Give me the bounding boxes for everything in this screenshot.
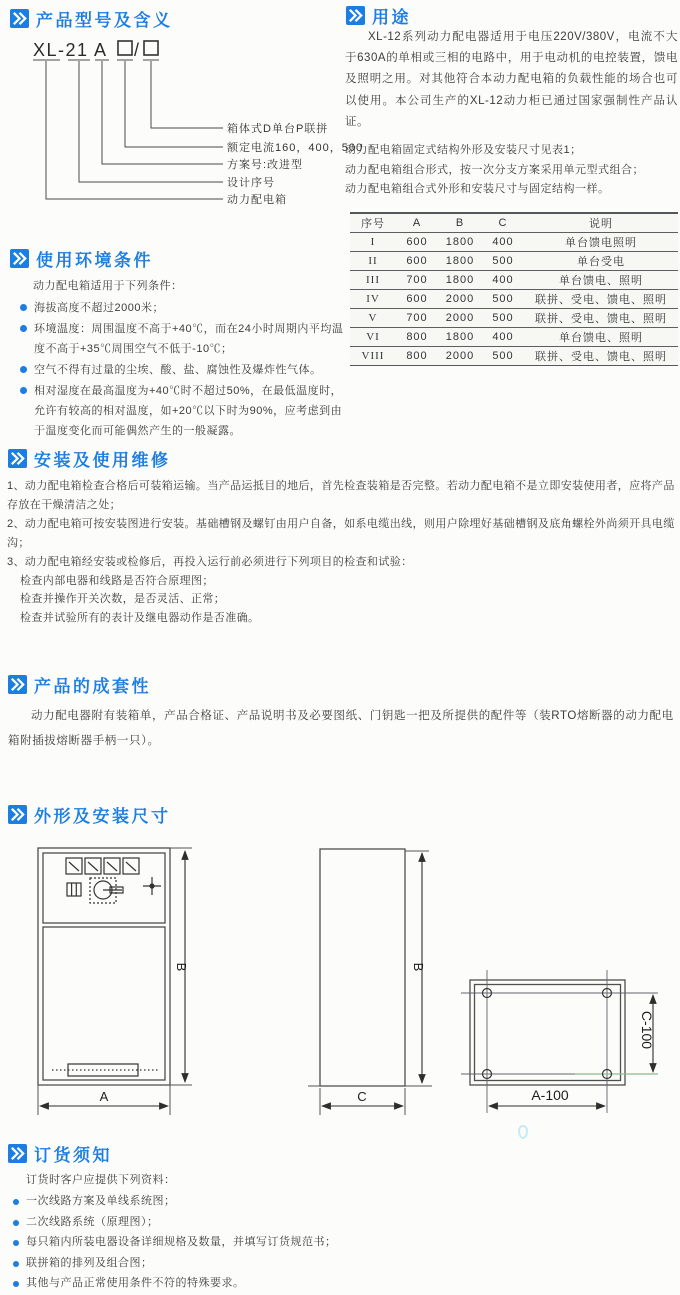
model-label-1: 额定电流160，400，500 — [227, 142, 364, 154]
cabinet-side-view — [308, 849, 432, 1115]
col-header-a: A — [412, 217, 422, 229]
section-header-dimensions — [8, 802, 171, 827]
bullet-icon — [20, 387, 27, 394]
spec-table-header-row — [350, 213, 678, 233]
vent-grid-icon — [67, 883, 81, 896]
section-title-environment: 使用环境条件 — [36, 251, 153, 270]
bullet-icon — [20, 325, 27, 332]
dimension-drawings — [0, 835, 680, 1125]
list-item: 每只箱内所装电器设备详细规格及数量，并填写订货规范书； — [13, 1233, 553, 1253]
side-dim-c-label: C — [357, 1089, 367, 1104]
installation-check-2: 检查并操作开关次数，是否灵活、正常； — [20, 593, 226, 606]
list-item: 二次线路系统（原理图）； — [13, 1213, 553, 1233]
bullet-icon — [13, 1261, 19, 1267]
mounting-plan-view — [461, 970, 658, 1113]
section-marker-icon — [8, 805, 27, 824]
side-dim-b-label: B — [411, 962, 426, 972]
installation-line-3: 3、动力配电箱经安装或检修后，再投入运行前必须进行下列项目的检查和试验： — [7, 555, 413, 568]
section-marker-icon — [346, 6, 365, 25]
list-item: 一次线路方案及单线系统图； — [13, 1192, 553, 1212]
section-marker-icon — [8, 449, 27, 468]
indicator-lamp-icon — [143, 877, 161, 895]
front-dim-a-label: A — [99, 1089, 109, 1104]
switch-icon — [90, 878, 123, 903]
table-row: V 700 2000 500 联拼、受电、馈电、照明 — [350, 309, 678, 328]
mount-dim-a100-label: A-100 — [531, 1087, 569, 1103]
bullet-icon — [13, 1220, 19, 1226]
bullet-icon — [20, 304, 27, 311]
list-item: 空气不得有过量的尘埃、酸、盐、腐蚀性及爆炸性气体。 — [20, 360, 345, 380]
table-row: III 700 1800 400 单台馈电、照明 — [350, 271, 678, 290]
model-box-current — [118, 41, 132, 55]
bullet-icon — [13, 1240, 19, 1246]
bullet-icon — [13, 1281, 19, 1287]
front-dim-b-label: B — [174, 962, 189, 972]
scan-artifact — [518, 1125, 528, 1139]
model-label-0: 箱体式D单台P联拼 — [227, 123, 329, 135]
table-row: IV 600 2000 500 联拼、受电、馈电、照明 — [350, 290, 678, 309]
section-title-usage: 用途 — [372, 8, 411, 27]
usage-note-0: 动力配电箱固定式结构外形及安装尺寸见表1； — [345, 144, 582, 156]
section-title-completeness: 产品的成套性 — [34, 677, 151, 696]
list-item: 海拔高度不超过2000米； — [20, 298, 345, 318]
model-box-type — [144, 41, 158, 55]
table-row: VI 800 1800 400 单台馈电、照明 — [350, 328, 678, 347]
col-header-b: B — [455, 217, 465, 229]
spec-table — [350, 212, 678, 366]
bullet-icon — [13, 1199, 19, 1205]
usage-paragraph: XL-12系列动力配电器适用于电压220V/380V，电流不大于630A的单相或三相的电路中，用于电动机的电控装置，馈电及照明之用。对其他符合本动力配电箱的负载性能的场合也可以使用。本公司生产的XL-12动力柜已通过国家强制性产品认证。 — [345, 31, 678, 128]
meter-icon — [66, 858, 139, 874]
environment-intro: 动力配电箱适用于下列条件： — [33, 280, 183, 292]
section-header-ordering — [8, 1141, 112, 1166]
section-marker-icon — [10, 9, 29, 28]
section-header-completeness — [8, 672, 151, 697]
section-header-usage — [346, 3, 411, 28]
mount-dim-c100-label: C-100 — [639, 1010, 655, 1050]
completeness-paragraph: 动力配电器附有装箱单，产品合格证、产品说明书及必要图纸、门钥匙一把及所提供的配件等（装RTO熔断器的动力配电箱附插拔熔断器手柄一只）。 — [8, 710, 674, 747]
col-header-desc: 说明 — [589, 218, 613, 230]
cable-slot — [52, 1064, 158, 1076]
section-title-dimensions: 外形及安装尺寸 — [34, 807, 171, 826]
installation-check-3: 检查并试验所有的表计及继电器动作是否准确。 — [20, 612, 260, 625]
section-marker-icon — [8, 675, 27, 694]
col-header-c: C — [498, 217, 508, 229]
cabinet-front-view — [38, 848, 192, 1115]
model-slash: / — [134, 40, 141, 60]
list-item: 联拼箱的排列及组合图； — [13, 1254, 553, 1274]
ordering-notes — [13, 1170, 553, 1295]
list-item: 相对湿度在最高温度为+40℃时不超过50%，在最低温度时，允许有较高的相对温度，如+20℃以下时为90%，应考虑到由于温度变化而可能偶然产生的一般凝露。 — [20, 381, 345, 441]
list-item: 环境温度：周围温度不高于+40℃，而在24小时周期内平均温度不高于+35℃周围空气不低于-10℃； — [20, 319, 345, 359]
section-title-model: 产品型号及含义 — [36, 11, 173, 30]
installation-line-2: 2、动力配电箱可按安装图进行安装。基础槽钢及螺钉由用户自备，如系电缆出线，则用户除埋好基础槽钢及底角螺栓外尚须开具电缆沟； — [7, 517, 675, 549]
usage-notes — [345, 141, 680, 200]
usage-note-2: 动力配电箱组合式外形和安装尺寸与固定结构一样。 — [345, 183, 610, 195]
model-label-3: 设计序号 — [227, 177, 275, 189]
col-header-index: 序号 — [361, 218, 385, 230]
section-header-installation — [8, 446, 171, 471]
model-code: XL-21 A — [33, 40, 108, 60]
section-title-installation: 安装及使用维修 — [34, 451, 171, 470]
table-row: VIII 800 2000 500 联拼、受电、馈电、照明 — [350, 347, 678, 366]
model-label-2: 方案号:改进型 — [227, 159, 304, 171]
ordering-intro: 订货时客户应提供下列资料： — [26, 1174, 176, 1186]
list-item: 其他与产品正常使用条件不符的特殊要求。 — [13, 1274, 553, 1294]
environment-conditions — [20, 276, 345, 442]
bullet-icon — [20, 366, 27, 373]
installation-check-1: 检查内部电器和线路是否符合原理图； — [20, 574, 214, 587]
table-row: II 600 1800 500 单台受电 — [350, 252, 678, 271]
model-label-4: 动力配电箱 — [227, 194, 287, 206]
usage-note-1: 动力配电箱组合形式，按一次分支方案采用单元型式组合； — [345, 163, 644, 176]
section-header-environment — [10, 246, 153, 271]
installation-notes — [7, 477, 675, 628]
installation-line-1: 1、动力配电箱检查合格后可装箱运输。当产品运抵目的地后，首先检查装箱是否完整。若动力配电箱不是立即安装使用者，应将产品存放在干燥清洁之处； — [7, 480, 675, 511]
section-marker-icon — [8, 1144, 27, 1163]
section-marker-icon — [10, 249, 29, 268]
mounting-hole-icon — [483, 989, 612, 1079]
table-row: I 600 1800 400 单台馈电照明 — [350, 233, 678, 252]
model-connectors — [46, 61, 223, 199]
section-title-ordering: 订货须知 — [34, 1146, 112, 1165]
